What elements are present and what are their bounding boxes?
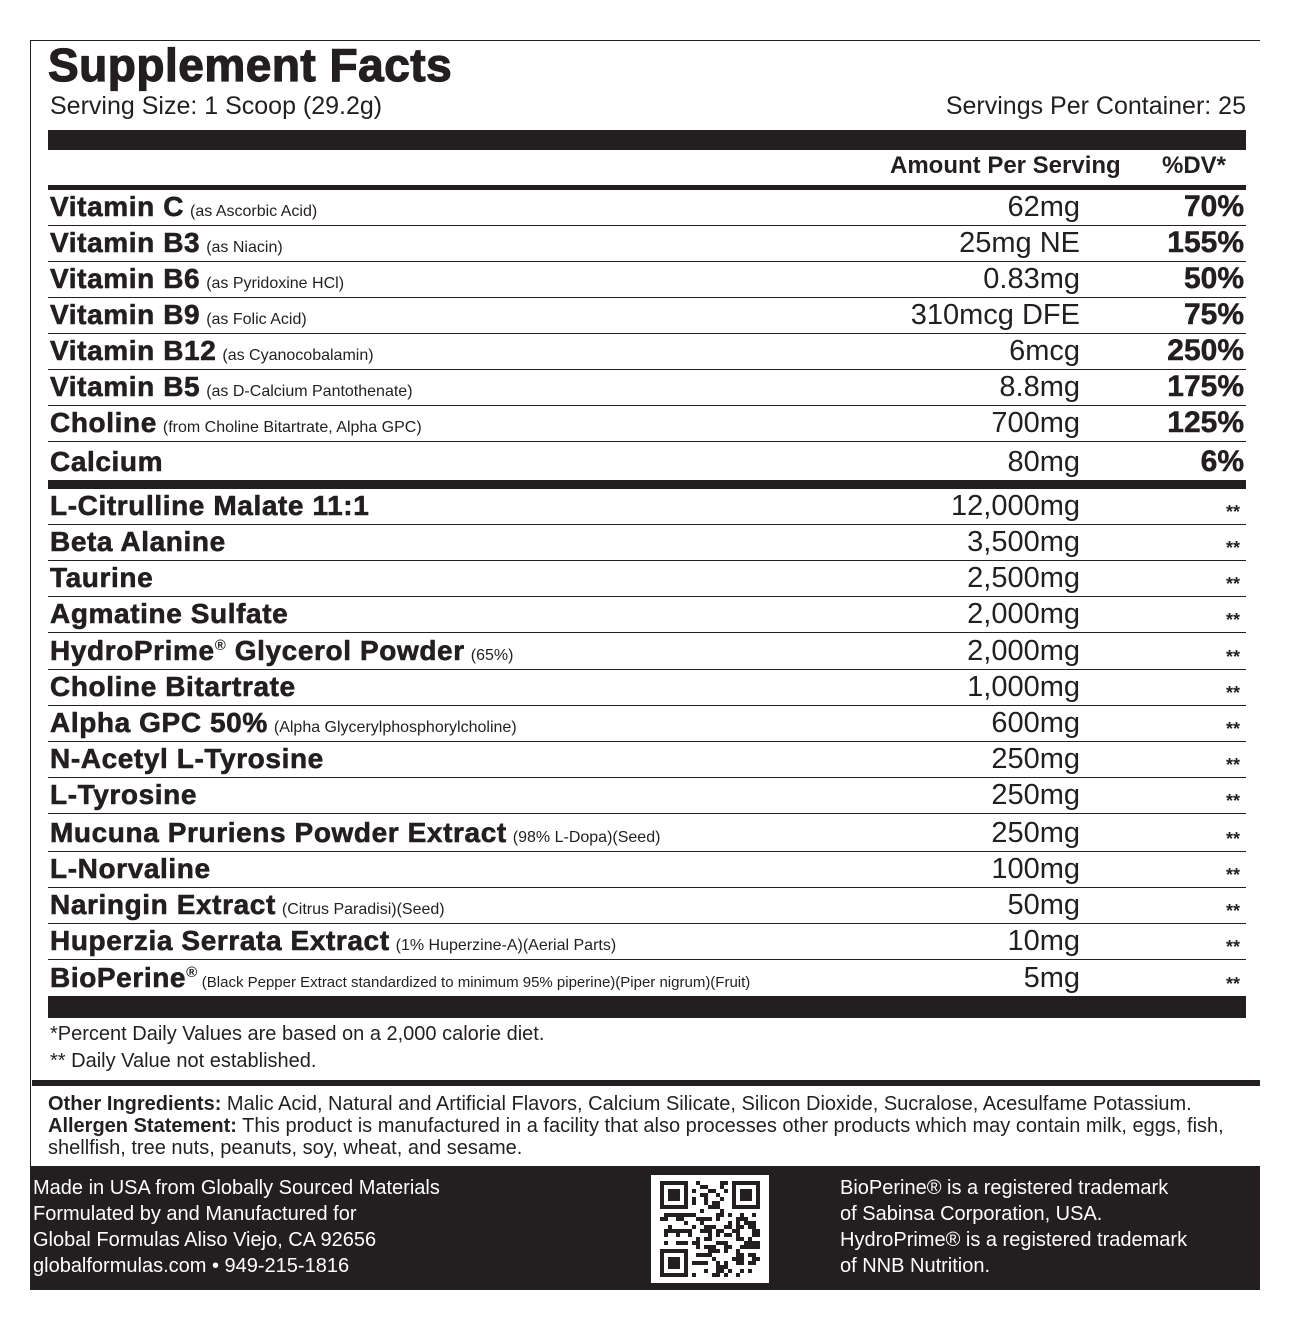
bioperine-trademark: BioPerine® is a registered trademark <box>840 1177 1169 1199</box>
nnb-nutrition: of NNB Nutrition. <box>840 1255 991 1277</box>
ingredient-dv: ** <box>1225 502 1240 522</box>
ingredient-amount: 5mg <box>1023 962 1080 994</box>
nutrient-amount: 6mcg <box>1009 335 1080 367</box>
ingredient-source: (98% L-Dopa)(Seed) <box>512 829 661 846</box>
other-ingredients <box>48 1093 1253 1159</box>
ingredient-row <box>48 888 1246 924</box>
ingredient-row <box>48 960 1246 996</box>
registered-mark: ® <box>186 964 198 981</box>
manufacturer-info <box>33 1175 440 1279</box>
page-title: Supplement Facts <box>48 39 453 91</box>
ingredient-name: BioPerine <box>50 962 187 993</box>
ingredient-amount: 2,500mg <box>967 562 1080 594</box>
ingredient-row <box>48 525 1246 561</box>
nutrient-name: Vitamin B9 <box>50 299 201 330</box>
ingredient-source: (Alpha Glycerylphosphorylcholine) <box>273 719 517 736</box>
nutrient-dv: 6% <box>1200 445 1244 478</box>
ingredient-row <box>48 778 1246 814</box>
nutrient-source: (as Ascorbic Acid) <box>190 203 318 220</box>
ingredient-amount: 1,000mg <box>967 671 1080 703</box>
ingredient-name-cont: Glycerol Powder <box>226 635 465 666</box>
ingredient-row <box>48 706 1246 742</box>
ingredient-row <box>48 742 1246 778</box>
qr-code-graphic <box>660 1181 760 1277</box>
other-ingredients-label: Other Ingredients: <box>48 1093 222 1115</box>
ingredient-name: Mucuna Pruriens Powder Extract <box>50 817 507 848</box>
nutrient-dv: 175% <box>1167 370 1244 403</box>
ingredient-row <box>48 852 1246 888</box>
ingredient-name: Naringin Extract <box>50 889 276 920</box>
dv-header: %DV* <box>1162 152 1227 179</box>
registered-mark: ® <box>214 637 227 654</box>
trademark-info <box>840 1175 1187 1279</box>
nutrient-dv: 125% <box>1167 406 1244 439</box>
made-in-usa: Made in USA from Globally Sourced Materials <box>33 1177 440 1199</box>
vitamin-row <box>48 442 1246 480</box>
ingredient-amount: 3,500mg <box>967 526 1080 558</box>
nutrient-amount: 0.83mg <box>983 263 1080 295</box>
ingredient-source: (65%) <box>470 647 514 664</box>
ingredient-dv: ** <box>1225 719 1240 739</box>
manufacturer-band <box>30 1166 1260 1290</box>
ingredient-dv: ** <box>1225 755 1240 775</box>
nutrient-source: (as D-Calcium Pantothenate) <box>206 383 413 400</box>
ingredient-amount: 2,000mg <box>967 598 1080 630</box>
nutrient-dv: 50% <box>1183 262 1244 295</box>
ingredient-name: Beta Alanine <box>50 526 226 557</box>
nutrient-name: Vitamin B5 <box>50 371 201 402</box>
nutrient-source: (from Choline Bitartrate, Alpha GPC) <box>162 419 422 436</box>
ingredient-name: L-Norvaline <box>50 853 211 884</box>
amount-header: Amount Per Serving <box>890 152 1121 179</box>
ingredient-dv: ** <box>1225 610 1240 630</box>
nutrient-amount: 62mg <box>1007 191 1080 223</box>
ingredient-name: Taurine <box>50 562 154 593</box>
nutrient-name: Choline <box>50 407 157 438</box>
allergen-label: Allergen Statement: <box>48 1115 237 1137</box>
ingredient-dv: ** <box>1225 901 1240 921</box>
ingredient-amount: 2,000mg <box>967 635 1080 667</box>
ingredient-name: Agmatine Sulfate <box>50 598 289 629</box>
ingredient-row <box>48 814 1246 852</box>
section-bar <box>48 480 1246 489</box>
vitamin-row <box>48 262 1246 298</box>
top-thick-bar <box>48 130 1246 150</box>
ingredient-amount: 100mg <box>991 853 1080 885</box>
nutrient-dv: 75% <box>1183 298 1244 331</box>
ingredient-row <box>48 597 1246 633</box>
serving-size: Serving Size: 1 Scoop (29.2g) <box>50 92 383 120</box>
bottom-thick-bar <box>48 996 1246 1018</box>
nutrient-name: Vitamin B12 <box>50 335 217 366</box>
ingredient-name: L-Citrulline Malate 11:1 <box>50 490 370 521</box>
nutrient-dv: 250% <box>1167 334 1244 367</box>
ingredient-name: L-Tyrosine <box>50 779 198 810</box>
footnote-not-established: ** Daily Value not established. <box>50 1050 317 1072</box>
ingredient-dv: ** <box>1225 647 1240 667</box>
nutrient-dv: 70% <box>1183 190 1244 223</box>
nutrient-amount: 25mg NE <box>959 227 1080 259</box>
vitamin-row <box>48 190 1246 226</box>
sabinsa-corporation: of Sabinsa Corporation, USA. <box>840 1203 1103 1225</box>
ingredient-amount: 250mg <box>991 779 1080 811</box>
ingredient-name: Choline Bitartrate <box>50 671 296 702</box>
hydroprime-trademark: HydroPrime® is a registered trademark <box>840 1229 1188 1251</box>
company-contact: globalformulas.com • 949-215-1816 <box>33 1255 350 1277</box>
other-ingredients-text: Malic Acid, Natural and Artificial Flavors, Calcium Silicate, Silicon Dioxide, Sucralose, Acesulfame Potassium. <box>221 1093 1192 1115</box>
ingredient-name: HydroPrime <box>50 635 215 666</box>
ingredient-amount: 12,000mg <box>951 490 1080 522</box>
company-address: Global Formulas Aliso Viejo, CA 92656 <box>33 1229 377 1251</box>
footnote-dv: *Percent Daily Values are based on a 2,000 calorie diet. <box>50 1023 545 1045</box>
footnotes <box>50 1021 544 1075</box>
ingredient-dv: ** <box>1225 974 1240 994</box>
ingredient-source: (1% Huperzine-A)(Aerial Parts) <box>395 937 617 954</box>
formulated-by: Formulated by and Manufactured for <box>33 1203 357 1225</box>
ingredient-amount: 250mg <box>991 817 1080 849</box>
nutrient-amount: 700mg <box>991 407 1080 439</box>
nutrient-amount: 310mcg DFE <box>910 299 1080 331</box>
ingredient-source: (Citrus Paradisi)(Seed) <box>281 901 445 918</box>
ingredient-dv: ** <box>1225 538 1240 558</box>
footnote-divider <box>32 1080 1260 1086</box>
ingredient-amount: 50mg <box>1007 889 1080 921</box>
nutrient-amount: 80mg <box>1007 446 1080 478</box>
nutrient-name: Vitamin B3 <box>50 227 201 258</box>
vitamin-row <box>48 226 1246 262</box>
ingredient-dv: ** <box>1225 574 1240 594</box>
servings-per-container: Servings Per Container: 25 <box>945 92 1246 120</box>
ingredient-row <box>48 633 1246 670</box>
vitamin-row <box>48 406 1246 442</box>
ingredient-row <box>48 489 1246 525</box>
nutrient-source: (as Pyridoxine HCl) <box>206 275 345 292</box>
nutrient-source: (as Cyanocobalamin) <box>222 347 374 364</box>
ingredient-amount: 10mg <box>1007 925 1080 957</box>
nutrient-source: (as Folic Acid) <box>206 311 307 328</box>
ingredient-source: (Black Pepper Extract standardized to minimum 95% piperine)(Piper nigrum)(Fruit) <box>201 974 751 991</box>
nutrient-dv: 155% <box>1167 226 1244 259</box>
nutrient-name: Vitamin C <box>50 191 185 222</box>
ingredient-name: N-Acetyl L-Tyrosine <box>50 743 324 774</box>
ingredient-amount: 600mg <box>991 707 1080 739</box>
ingredient-row <box>48 924 1246 960</box>
nutrient-name: Vitamin B6 <box>50 263 201 294</box>
ingredient-dv: ** <box>1225 865 1240 885</box>
ingredient-dv: ** <box>1225 683 1240 703</box>
ingredient-name: Huperzia Serrata Extract <box>50 925 390 956</box>
vitamin-row <box>48 334 1246 370</box>
qr-code-icon[interactable] <box>651 1175 769 1283</box>
vitamin-row <box>48 298 1246 334</box>
ingredient-dv: ** <box>1225 829 1240 849</box>
ingredient-row <box>48 561 1246 597</box>
ingredient-dv: ** <box>1225 937 1240 957</box>
allergen-text: This product is manufactured in a facility that also processes other products which may contain milk, eggs, fish, shellfish, tree nuts, peanuts, soy, wheat, and sesame. <box>48 1115 1224 1159</box>
nutrient-name: Calcium <box>50 446 164 477</box>
ingredient-dv: ** <box>1225 791 1240 811</box>
ingredient-amount: 250mg <box>991 743 1080 775</box>
ingredient-row <box>48 670 1246 706</box>
vitamin-row <box>48 370 1246 406</box>
nutrient-amount: 8.8mg <box>999 371 1080 403</box>
nutrient-source: (as Niacin) <box>206 239 283 256</box>
ingredient-name: Alpha GPC 50% <box>50 707 268 738</box>
